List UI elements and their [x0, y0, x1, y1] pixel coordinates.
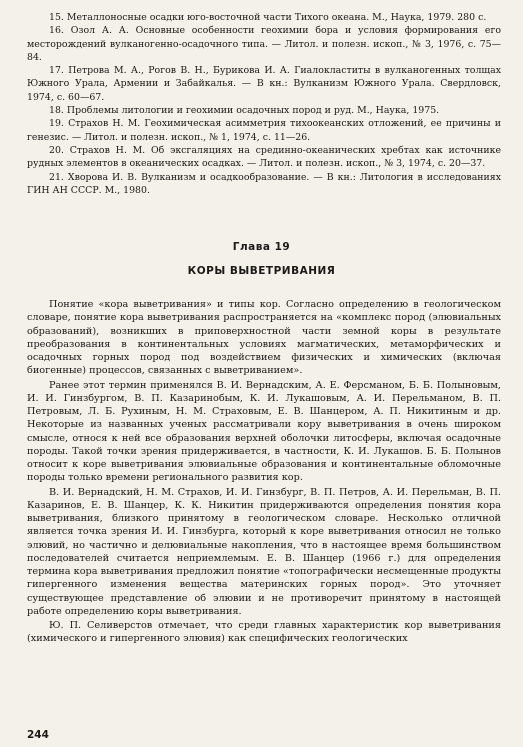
- reference-item: 16. Озол А. А. Основные особенности геохимии бора и условия формирования его месторождений вулканогенно-осадочного типа. — Литол. и полезн. ископ., № 3, 1976, с. 75—84.: [27, 25, 501, 63]
- reference-item: 20. Страхов Н. М. Об эксгаляциях на срединно-океанических хребтах как источнике рудных элементов в океанических осадках. — Литол. и полезн. ископ., № 3, 1974, с. 20—37.: [27, 144, 501, 170]
- body-paragraph: Понятие «кора выветривания» и типы кор. Согласно определению в геологическом словаре, понятие кора выветривания распространяется на «комплекс пород (элювиальных образований), возникших в приповерхностной части земной коры в результате преобразования в континентальных условиях магматических, метаморфических и осадочных горных пород под воздействием физических и химических (включая биогенные) процессов, связанных с выветриванием».: [27, 299, 501, 377]
- reference-item: 18. Проблемы литологии и геохимии осадочных пород и руд. М., Наука, 1975.: [49, 105, 440, 117]
- chapter-title: КОРЫ ВЫВЕТРИВАНИЯ: [187, 265, 336, 277]
- body-paragraph: Ю. П. Селиверстов отмечает, что среди главных характеристик кор выветривания (химического и гипергенного элювия) как специфических геологических: [27, 620, 501, 645]
- page-number: 244: [27, 729, 49, 741]
- body-paragraph: Ранее этот термин применялся В. И. Вернадским, А. Е. Ферсманом, Б. Б. Полыновым, И. И. Гинзбургом, В. П. Казаринобым, К. И. Лукашовым, А. И. Перельманом, В. П. Петровым, Л. Б. Рухиным, Н. М. Страховым, Е. В. Шанцером, А. П. Никитиным и др. Некоторые из названных ученых рассматривали кору выветривания в очень широком смысле, относя к ней все образования верхней оболочки литосферы, включая осадочные породы. Такой точки зрения придерживается, в частности, К. И. Лукашов. Б. Б. Полынов относит к коре выветривания элювиальные образования и континентальные обломочные породы только времени регионального развития кор.: [27, 379, 501, 484]
- body-paragraph: В. И. Вернадский, Н. М. Страхов, И. И. Гинзбург, В. П. Петров, А. И. Перельман, В. П. Казаринов, Е. В. Шанцер, К. К. Никитин придерживаются определения понятия кора выветривания, близкого принятому в геологическом словаре. Несколько отличной является точка зрения И. И. Гинзбурга, который к коре выветривания относил не только элювий, но частично и делювиальные накопления, что в настоящее время большинством последователей считается неприемлемым. Е. В. Шанцер (1966 г.) для определения термина кора выветривания предложил понятие «топографически несмещенные продукты гипергенного изменения вещества материнских горных пород». Это уточняет существующее представление об элювии и не противоречит принятому в настоящей работе определению коры выветривания.: [27, 486, 501, 617]
- chapter-body: [27, 298, 501, 647]
- references-list: [27, 11, 501, 197]
- reference-item: 19. Страхов Н. М. Геохимическая асимметрия тихоокеанских отложений, ее причины и генезис. — Литол. и полезн. ископ., № 1, 1974, с. 11—26.: [27, 118, 501, 143]
- reference-item: 17. Петрова М. А., Рогов В. Н., Бурикова И. А. Гиалокластиты в вулканогенных толщах Южного Урала, Армении и Забайкалья. — В кн.: Вулканизм Южного Урала. Свердловск, 1974, с. 60—67.: [27, 65, 501, 103]
- reference-item: 15. Металлоносные осадки юго-восточной части Тихого океана. М., Наука, 1979. 280 с.: [49, 12, 487, 23]
- chapter-number: Глава 19: [232, 241, 291, 253]
- reference-item: 21. Хворова И. В. Вулканизм и осадкообразование. — В кн.: Литология в исследованиях ГИН АН СССР. М., 1980.: [27, 171, 501, 196]
